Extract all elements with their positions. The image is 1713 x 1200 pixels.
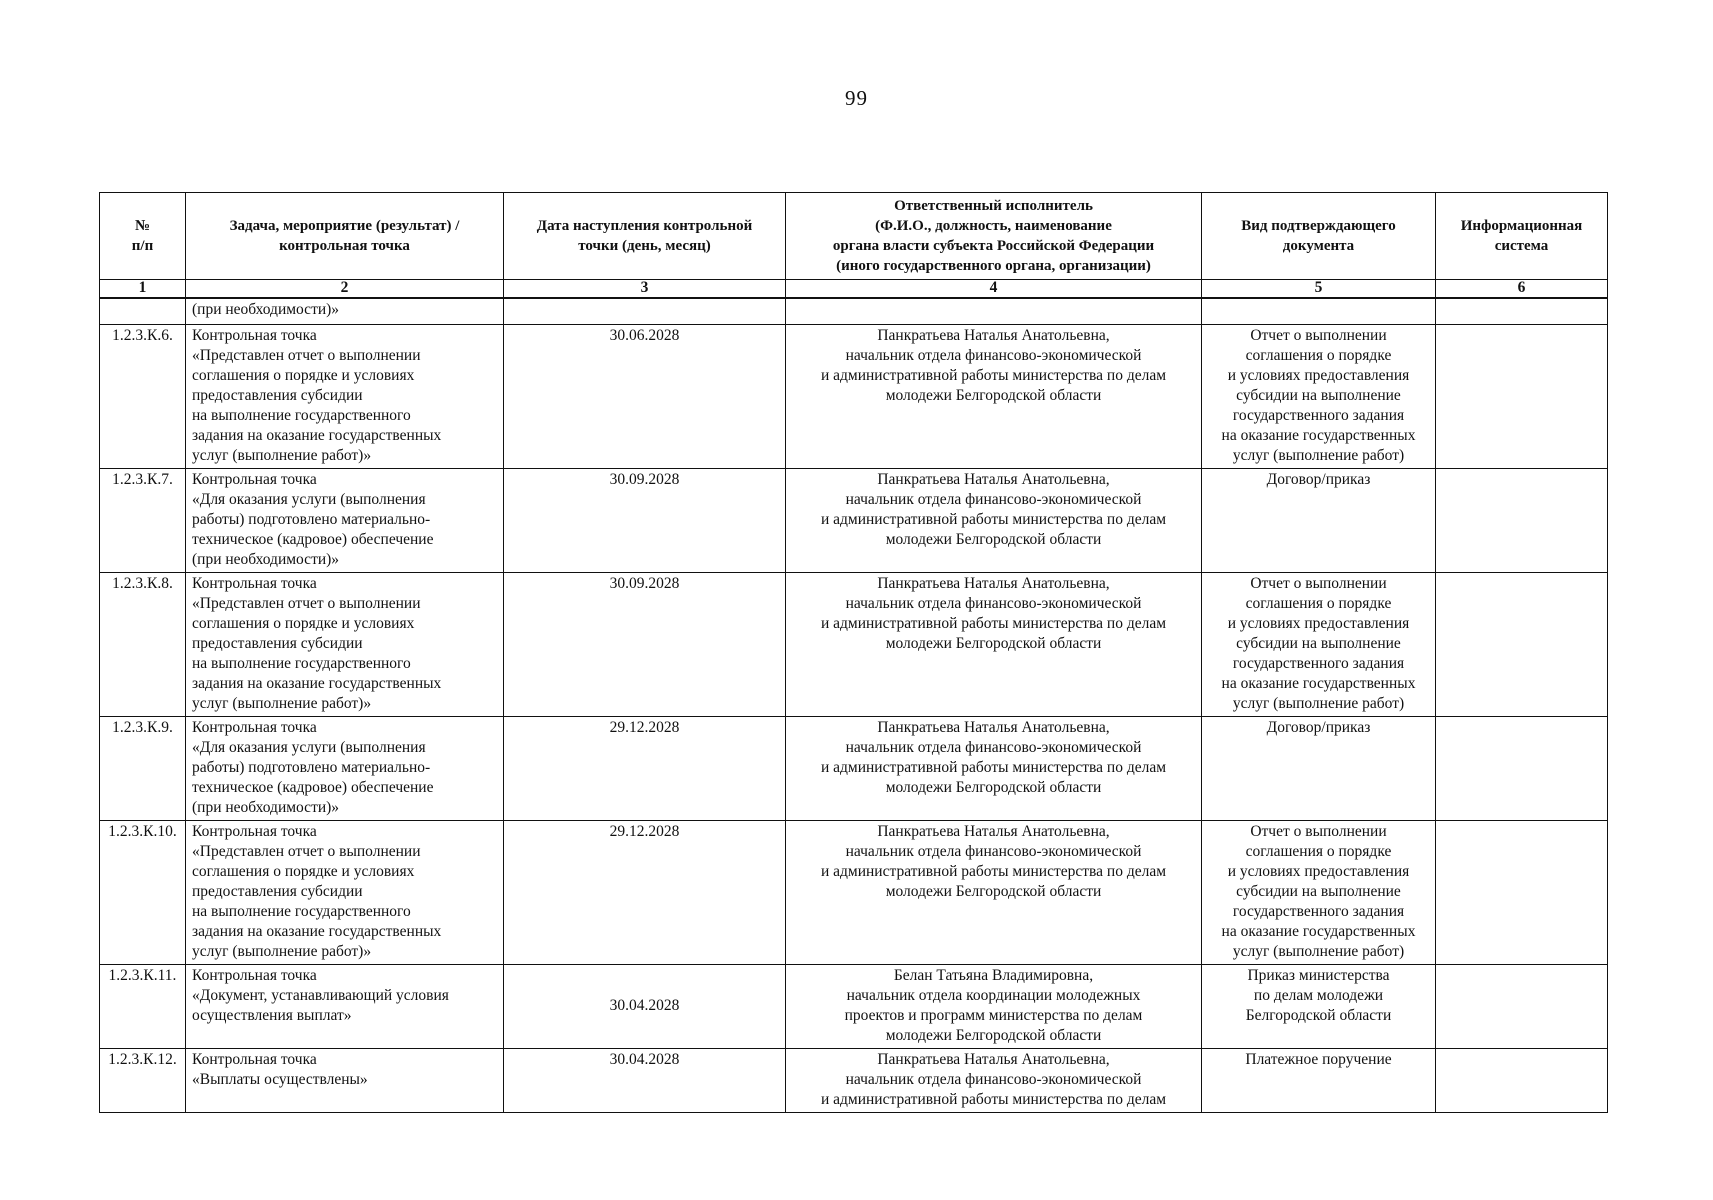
- document-line: по делам молодежи: [1253, 987, 1384, 1004]
- document-line: Отчет о выполнении: [1250, 327, 1387, 344]
- header-number: № п/п: [100, 193, 186, 280]
- task-line: Контрольная точка: [192, 575, 317, 592]
- table-row: [100, 469, 1608, 573]
- task-line: услуг (выполнение работ)»: [192, 943, 372, 960]
- header-date: Дата наступления контрольной точки (день, месяц): [504, 193, 786, 280]
- continuation-number-cell: [100, 298, 186, 325]
- document-line: на оказание государственных: [1221, 675, 1416, 692]
- responsible-line: молодежи Белгородской области: [885, 531, 1102, 548]
- document-line: услуг (выполнение работ): [1232, 943, 1405, 960]
- row-number: 1.2.3.К.6.: [100, 325, 186, 469]
- responsible-line: и административной работы министерства по делам: [820, 759, 1167, 776]
- responsible-line: молодежи Белгородской области: [885, 387, 1102, 404]
- table-row: [100, 965, 1608, 1049]
- task-line: работы) подготовлено материально-: [192, 759, 431, 776]
- table-row: [100, 325, 1608, 469]
- task-line: «Выплаты осуществлены»: [192, 1071, 368, 1088]
- document-line: Белгородской области: [1245, 1007, 1392, 1024]
- document-line: Платежное поручение: [1245, 1051, 1392, 1068]
- responsible-cell: [786, 821, 1202, 965]
- task-line: техническое (кадровое) обеспечение: [192, 779, 434, 796]
- task-line: Контрольная точка: [192, 823, 317, 840]
- date-cell: 30.06.2028: [504, 325, 786, 469]
- task-line: «Представлен отчет о выполнении: [192, 843, 421, 860]
- column-number: 3: [504, 280, 786, 299]
- document-line: Договор/приказ: [1266, 471, 1371, 488]
- row-number: 1.2.3.К.9.: [100, 717, 186, 821]
- responsible-line: начальник отдела финансово-экономической: [845, 739, 1142, 756]
- date-cell: 29.12.2028: [504, 821, 786, 965]
- continuation-date-cell: [504, 298, 786, 325]
- task-line: задания на оказание государственных: [192, 923, 442, 940]
- task-line: Контрольная точка: [192, 967, 317, 984]
- document-line: государственного задания: [1232, 407, 1405, 424]
- date-cell: 30.04.2028: [504, 1049, 786, 1113]
- table-body: [100, 325, 1608, 1113]
- task-cell: [186, 325, 504, 469]
- date-cell: 30.04.2028: [504, 965, 786, 1049]
- date-cell: 30.09.2028: [504, 469, 786, 573]
- header-responsible: Ответственный исполнитель (Ф.И.О., должность, наименование органа власти субъекта Российской Федерации (иного государственного органа, организации): [786, 193, 1202, 280]
- document-line: субсидии на выполнение: [1236, 883, 1401, 900]
- document-cell: [1202, 965, 1436, 1049]
- header-document: Вид подтверждающего документа: [1202, 193, 1436, 280]
- continuation-text: (при необходимости)»: [186, 298, 504, 325]
- row-number: 1.2.3.К.7.: [100, 469, 186, 573]
- document-line: Приказ министерства: [1247, 967, 1390, 984]
- responsible-line: молодежи Белгородской области: [885, 1027, 1102, 1044]
- responsible-cell: [786, 717, 1202, 821]
- responsible-line: Панкратьева Наталья Анатольевна,: [877, 823, 1110, 840]
- task-line: техническое (кадровое) обеспечение: [192, 531, 434, 548]
- responsible-line: начальник отдела финансово-экономической: [845, 1071, 1142, 1088]
- responsible-line: начальник отдела финансово-экономической: [845, 595, 1142, 612]
- task-line: Контрольная точка: [192, 1051, 317, 1068]
- page-number: 99: [845, 86, 868, 110]
- task-line: задания на оказание государственных: [192, 427, 442, 444]
- document-line: государственного задания: [1232, 655, 1405, 672]
- system-cell: [1436, 469, 1608, 573]
- responsible-line: молодежи Белгородской области: [885, 635, 1102, 652]
- system-cell: [1436, 325, 1608, 469]
- responsible-cell: [786, 1049, 1202, 1113]
- responsible-line: и административной работы министерства по делам: [820, 367, 1167, 384]
- responsible-line: начальник отдела финансово-экономической: [845, 843, 1142, 860]
- document-line: на оказание государственных: [1221, 427, 1416, 444]
- task-line: услуг (выполнение работ)»: [192, 447, 372, 464]
- task-line: работы) подготовлено материально-: [192, 511, 431, 528]
- column-number: 1: [100, 280, 186, 299]
- table-row: [100, 821, 1608, 965]
- continuation-responsible-cell: [786, 298, 1202, 325]
- task-line: Контрольная точка: [192, 327, 317, 344]
- document-cell: [1202, 1049, 1436, 1113]
- task-line: соглашения о порядке и условиях: [192, 863, 415, 880]
- document-line: государственного задания: [1232, 903, 1405, 920]
- responsible-line: молодежи Белгородской области: [885, 883, 1102, 900]
- table-row: [100, 1049, 1608, 1113]
- responsible-line: и административной работы министерства по делам: [820, 511, 1167, 528]
- table-row: [100, 717, 1608, 821]
- task-line: «Документ, устанавливающий условия: [192, 987, 449, 1004]
- document-line: субсидии на выполнение: [1236, 387, 1401, 404]
- task-line: на выполнение государственного: [192, 407, 411, 424]
- task-line: «Для оказания услуги (выполнения: [192, 739, 426, 756]
- column-number: 5: [1202, 280, 1436, 299]
- task-line: предоставления субсидии: [192, 387, 363, 404]
- task-line: на выполнение государственного: [192, 655, 411, 672]
- task-cell: [186, 717, 504, 821]
- task-line: Контрольная точка: [192, 719, 317, 736]
- header-task: Задача, мероприятие (результат) / контрольная точка: [186, 193, 504, 280]
- task-line: осуществления выплат»: [192, 1007, 352, 1024]
- responsible-line: и административной работы министерства по делам: [820, 615, 1167, 632]
- task-cell: [186, 965, 504, 1049]
- responsible-line: начальник отдела финансово-экономической: [845, 491, 1142, 508]
- task-line: (при необходимости)»: [192, 551, 340, 568]
- row-number: 1.2.3.К.10.: [100, 821, 186, 965]
- table-row: [100, 573, 1608, 717]
- task-line: (при необходимости)»: [192, 799, 340, 816]
- document-line: соглашения о порядке: [1245, 843, 1392, 860]
- task-cell: [186, 469, 504, 573]
- responsible-cell: [786, 965, 1202, 1049]
- task-cell: [186, 573, 504, 717]
- responsible-cell: [786, 325, 1202, 469]
- responsible-line: Панкратьева Наталья Анатольевна,: [877, 1051, 1110, 1068]
- system-cell: [1436, 573, 1608, 717]
- row-number: 1.2.3.К.11.: [100, 965, 186, 1049]
- responsible-line: Панкратьева Наталья Анатольевна,: [877, 327, 1110, 344]
- document-cell: [1202, 717, 1436, 821]
- responsible-line: и административной работы министерства по делам: [820, 1091, 1167, 1108]
- responsible-cell: [786, 573, 1202, 717]
- document-line: услуг (выполнение работ): [1232, 695, 1405, 712]
- document-line: и условиях предоставления: [1227, 863, 1410, 880]
- task-line: «Представлен отчет о выполнении: [192, 347, 421, 364]
- document-line: Договор/приказ: [1266, 719, 1371, 736]
- responsible-line: проектов и программ министерства по делам: [844, 1007, 1143, 1024]
- continuation-document-cell: [1202, 298, 1436, 325]
- system-cell: [1436, 717, 1608, 821]
- task-cell: [186, 1049, 504, 1113]
- task-line: соглашения о порядке и условиях: [192, 367, 415, 384]
- responsible-line: начальник отдела финансово-экономической: [845, 347, 1142, 364]
- document-line: Отчет о выполнении: [1250, 823, 1387, 840]
- document-line: соглашения о порядке: [1245, 595, 1392, 612]
- date-cell: 30.09.2028: [504, 573, 786, 717]
- document-line: и условиях предоставления: [1227, 615, 1410, 632]
- responsible-line: молодежи Белгородской области: [885, 779, 1102, 796]
- document-line: и условиях предоставления: [1227, 367, 1410, 384]
- column-number: 4: [786, 280, 1202, 299]
- row-number: 1.2.3.К.12.: [100, 1049, 186, 1113]
- document-line: соглашения о порядке: [1245, 347, 1392, 364]
- task-cell: [186, 821, 504, 965]
- control-points-table: [99, 192, 1608, 1113]
- date-cell: 29.12.2028: [504, 717, 786, 821]
- document-line: субсидии на выполнение: [1236, 635, 1401, 652]
- system-cell: [1436, 965, 1608, 1049]
- task-line: «Представлен отчет о выполнении: [192, 595, 421, 612]
- document-line: на оказание государственных: [1221, 923, 1416, 940]
- column-numbers-row: [100, 280, 1608, 299]
- responsible-line: и административной работы министерства по делам: [820, 863, 1167, 880]
- responsible-line: Белан Татьяна Владимировна,: [893, 967, 1094, 984]
- document-line: Отчет о выполнении: [1250, 575, 1387, 592]
- task-line: задания на оказание государственных: [192, 675, 442, 692]
- header-system: Информационная система: [1436, 193, 1608, 280]
- responsible-line: начальник отдела координации молодежных: [846, 987, 1141, 1004]
- document-cell: [1202, 821, 1436, 965]
- task-line: предоставления субсидии: [192, 883, 363, 900]
- document-cell: [1202, 469, 1436, 573]
- responsible-line: Панкратьева Наталья Анатольевна,: [877, 471, 1110, 488]
- task-line: Контрольная точка: [192, 471, 317, 488]
- responsible-cell: [786, 469, 1202, 573]
- task-line: соглашения о порядке и условиях: [192, 615, 415, 632]
- document-cell: [1202, 325, 1436, 469]
- task-line: услуг (выполнение работ)»: [192, 695, 372, 712]
- continuation-row: [100, 298, 1608, 325]
- system-cell: [1436, 821, 1608, 965]
- document-line: услуг (выполнение работ): [1232, 447, 1405, 464]
- document-cell: [1202, 573, 1436, 717]
- system-cell: [1436, 1049, 1608, 1113]
- task-line: предоставления субсидии: [192, 635, 363, 652]
- header-row: [100, 193, 1608, 280]
- responsible-line: Панкратьева Наталья Анатольевна,: [877, 575, 1110, 592]
- column-number: 6: [1436, 280, 1608, 299]
- row-number: 1.2.3.К.8.: [100, 573, 186, 717]
- continuation-system-cell: [1436, 298, 1608, 325]
- column-number: 2: [186, 280, 504, 299]
- task-line: «Для оказания услуги (выполнения: [192, 491, 426, 508]
- responsible-line: Панкратьева Наталья Анатольевна,: [877, 719, 1110, 736]
- task-line: на выполнение государственного: [192, 903, 411, 920]
